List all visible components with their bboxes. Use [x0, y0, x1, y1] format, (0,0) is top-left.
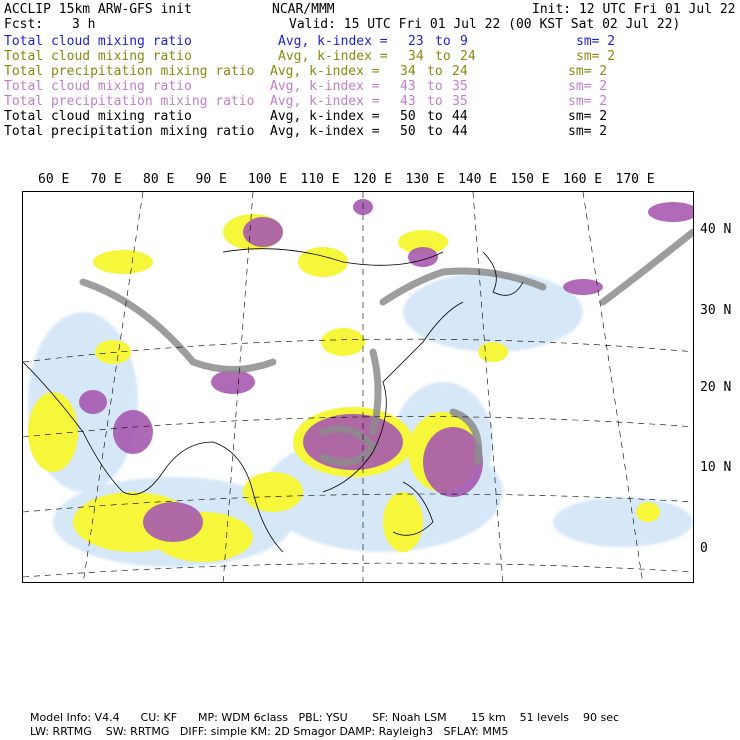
longitude-label: 110 E	[300, 172, 340, 187]
map-panel	[22, 191, 694, 583]
legend-to: to	[435, 49, 451, 64]
fcst-value: 3 h	[72, 17, 96, 32]
org-label: NCAR/MMM	[272, 2, 335, 17]
legend-field: Total cloud mixing ratio	[4, 34, 192, 49]
legend-field: Total cloud mixing ratio	[4, 109, 192, 124]
legend-k1: 34	[400, 64, 416, 79]
legend-stat: Avg, k-index =	[278, 34, 388, 49]
longitude-label: 100 E	[248, 172, 288, 187]
model-title: ACCLIP 15km ARW-GFS init	[4, 2, 192, 17]
model-info-line1: Model Info: V4.4 CU: KF MP: WDM 6class PBL: YSU SF: Noah LSM 15 km 51 levels 90 sec	[30, 711, 620, 724]
latitude-label: 10 N	[700, 460, 732, 475]
legend-to: to	[427, 94, 443, 109]
model-info-line2: LW: RRTMG SW: RRTMG DIFF: simple KM: 2D Smagor DAMP: Rayleigh3 SFLAY: MM5	[30, 725, 509, 738]
legend-k2: 35	[452, 79, 468, 94]
latitude-label: 40 N	[700, 222, 732, 237]
longitude-label: 170 E	[615, 172, 655, 187]
legend-sm: sm= 2	[576, 34, 616, 49]
legend-k1: 43	[400, 79, 416, 94]
legend-to: to	[427, 109, 443, 124]
legend-stat: Avg, k-index =	[270, 124, 380, 139]
legend-sm: sm= 2	[576, 49, 616, 64]
legend-sm: sm= 2	[568, 64, 608, 79]
legend-stat: Avg, k-index =	[270, 64, 380, 79]
legend-field: Total precipitation mixing ratio	[4, 64, 255, 79]
legend-k1: 50	[400, 124, 416, 139]
legend-k2: 24	[452, 64, 468, 79]
legend-sm: sm= 2	[568, 109, 608, 124]
longitude-label: 60 E	[38, 172, 70, 187]
longitude-label: 90 E	[195, 172, 227, 187]
legend-sm: sm= 2	[568, 124, 608, 139]
longitude-label: 140 E	[458, 172, 498, 187]
map-canvas	[23, 192, 694, 583]
legend-k1: 43	[400, 94, 416, 109]
init-time: Init: 12 UTC Fri 01 Jul 22	[532, 2, 736, 17]
latitude-label: 0	[700, 541, 708, 556]
legend-k1: 34	[408, 49, 424, 64]
legend-k2: 9	[460, 34, 468, 49]
legend-field: Total precipitation mixing ratio	[4, 94, 255, 109]
latitude-label: 20 N	[700, 380, 732, 395]
longitude-label: 70 E	[90, 172, 122, 187]
legend-to: to	[427, 79, 443, 94]
legend-field: Total cloud mixing ratio	[4, 79, 192, 94]
legend-to: to	[427, 64, 443, 79]
legend-to: to	[427, 124, 443, 139]
longitude-label: 150 E	[510, 172, 550, 187]
legend-k2: 44	[452, 124, 468, 139]
legend-sm: sm= 2	[568, 94, 608, 109]
longitude-label: 120 E	[353, 172, 393, 187]
legend-stat: Avg, k-index =	[270, 109, 380, 124]
legend-to: to	[435, 34, 451, 49]
longitude-label: 130 E	[405, 172, 445, 187]
latitude-label: 30 N	[700, 303, 732, 318]
legend-k2: 24	[460, 49, 476, 64]
legend-stat: Avg, k-index =	[270, 94, 380, 109]
legend-k1: 23	[408, 34, 424, 49]
legend-k2: 35	[452, 94, 468, 109]
legend-field: Total cloud mixing ratio	[4, 49, 192, 64]
longitude-label: 80 E	[143, 172, 175, 187]
legend-k2: 44	[452, 109, 468, 124]
valid-time: Valid: 15 UTC Fri 01 Jul 22 (00 KST Sat 02 Jul 22)	[289, 17, 681, 32]
legend-field: Total precipitation mixing ratio	[4, 124, 255, 139]
legend-stat: Avg, k-index =	[278, 49, 388, 64]
legend-stat: Avg, k-index =	[270, 79, 380, 94]
fcst-label: Fcst:	[4, 17, 44, 32]
legend-k1: 50	[400, 109, 416, 124]
longitude-label: 160 E	[563, 172, 603, 187]
legend-sm: sm= 2	[568, 79, 608, 94]
